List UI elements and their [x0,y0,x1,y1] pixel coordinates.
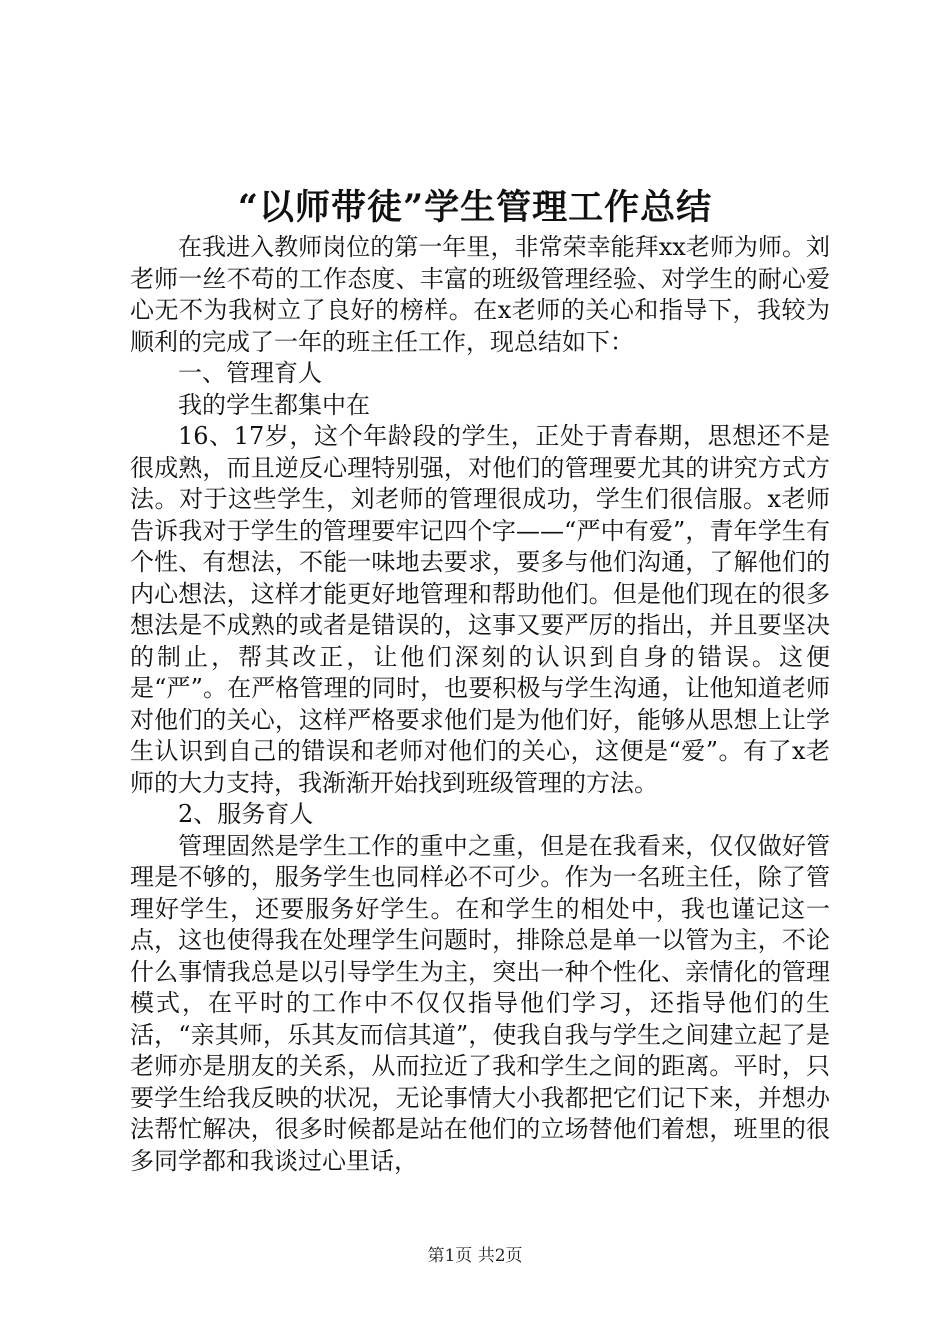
paragraph-line-students: 我的学生都集中在 [178,390,370,419]
page-number-footer: 第1页 共2页 [427,1246,523,1266]
service-paragraph: 管理固然是学生工作的重中之重，但是在我看来，仅仅做好管理是不够的，服务学生也同样必不可少。作为一名班主任，除了管理好学生，还要服务好学生。在和学生的相处中，我也谨记这一点，这也使得我在处理学生问题时，排除总是单一以管为主，不论什么事情我总是以引导学生为主，突出一种个性化、亲情化的管理模式，在平时的工作中不仅仅指导他们学习，还指导他们的生活，“亲其师，乐其友而信其道”，使我自我与学生之间建立起了是老师亦是朋友的关系，从而拉近了我和学生之间的距离。平时，只要学生给我反映的状况，无论事情大小我都把它们记下来，并想办法帮忙解决，很多时候都是站在他们的立场替他们着想，班里的很多同学都和我谈过心里话， [130,831,830,1175]
document-body [130,232,830,1177]
management-paragraph: 16、17岁，这个年龄段的学生，正处于青春期，思想还不是很成熟，而且逆反心理特别强，对他们的管理要尤其的讲究方式方法。对于这些学生，刘老师的管理很成功，学生们很信服。x老师告诉我对于学生的管理要牢记四个字——“严中有爱”，青年学生有个性、有想法，不能一味地去要求，要多与他们沟通，了解他们的内心想法，这样才能更好地管理和帮助他们。但是他们现在的很多想法是不成熟的或者是错误的，这事又要严厉的指出，并且要坚决的制止，帮其改正，让他们深刻的认识到自身的错误。这便是“严”。在严格管理的同时，也要积极与学生沟通，让他知道老师对他们的关心，这样严格要求他们是为他们好，能够从思想上让学生认识到自己的错误和老师对他们的关心，这便是“爱”。有了x老师的大力支持，我渐渐开始找到班级管理的方法。 [130,422,830,797]
intro-paragraph: 在我进入教师岗位的第一年里，非常荣幸能拜xx老师为师。刘老师一丝不苟的工作态度、丰富的班级管理经验、对学生的耐心爱心无不为我树立了良好的榜样。在x老师的关心和指导下，我较为顺利的完成了一年的班主任工作，现总结如下： [130,233,830,356]
section-heading-service: 2、服务育人 [178,800,314,828]
section-heading-management: 一、管理育人 [178,359,322,387]
document-title: “以师带徒”学生管理工作总结 [237,187,713,228]
